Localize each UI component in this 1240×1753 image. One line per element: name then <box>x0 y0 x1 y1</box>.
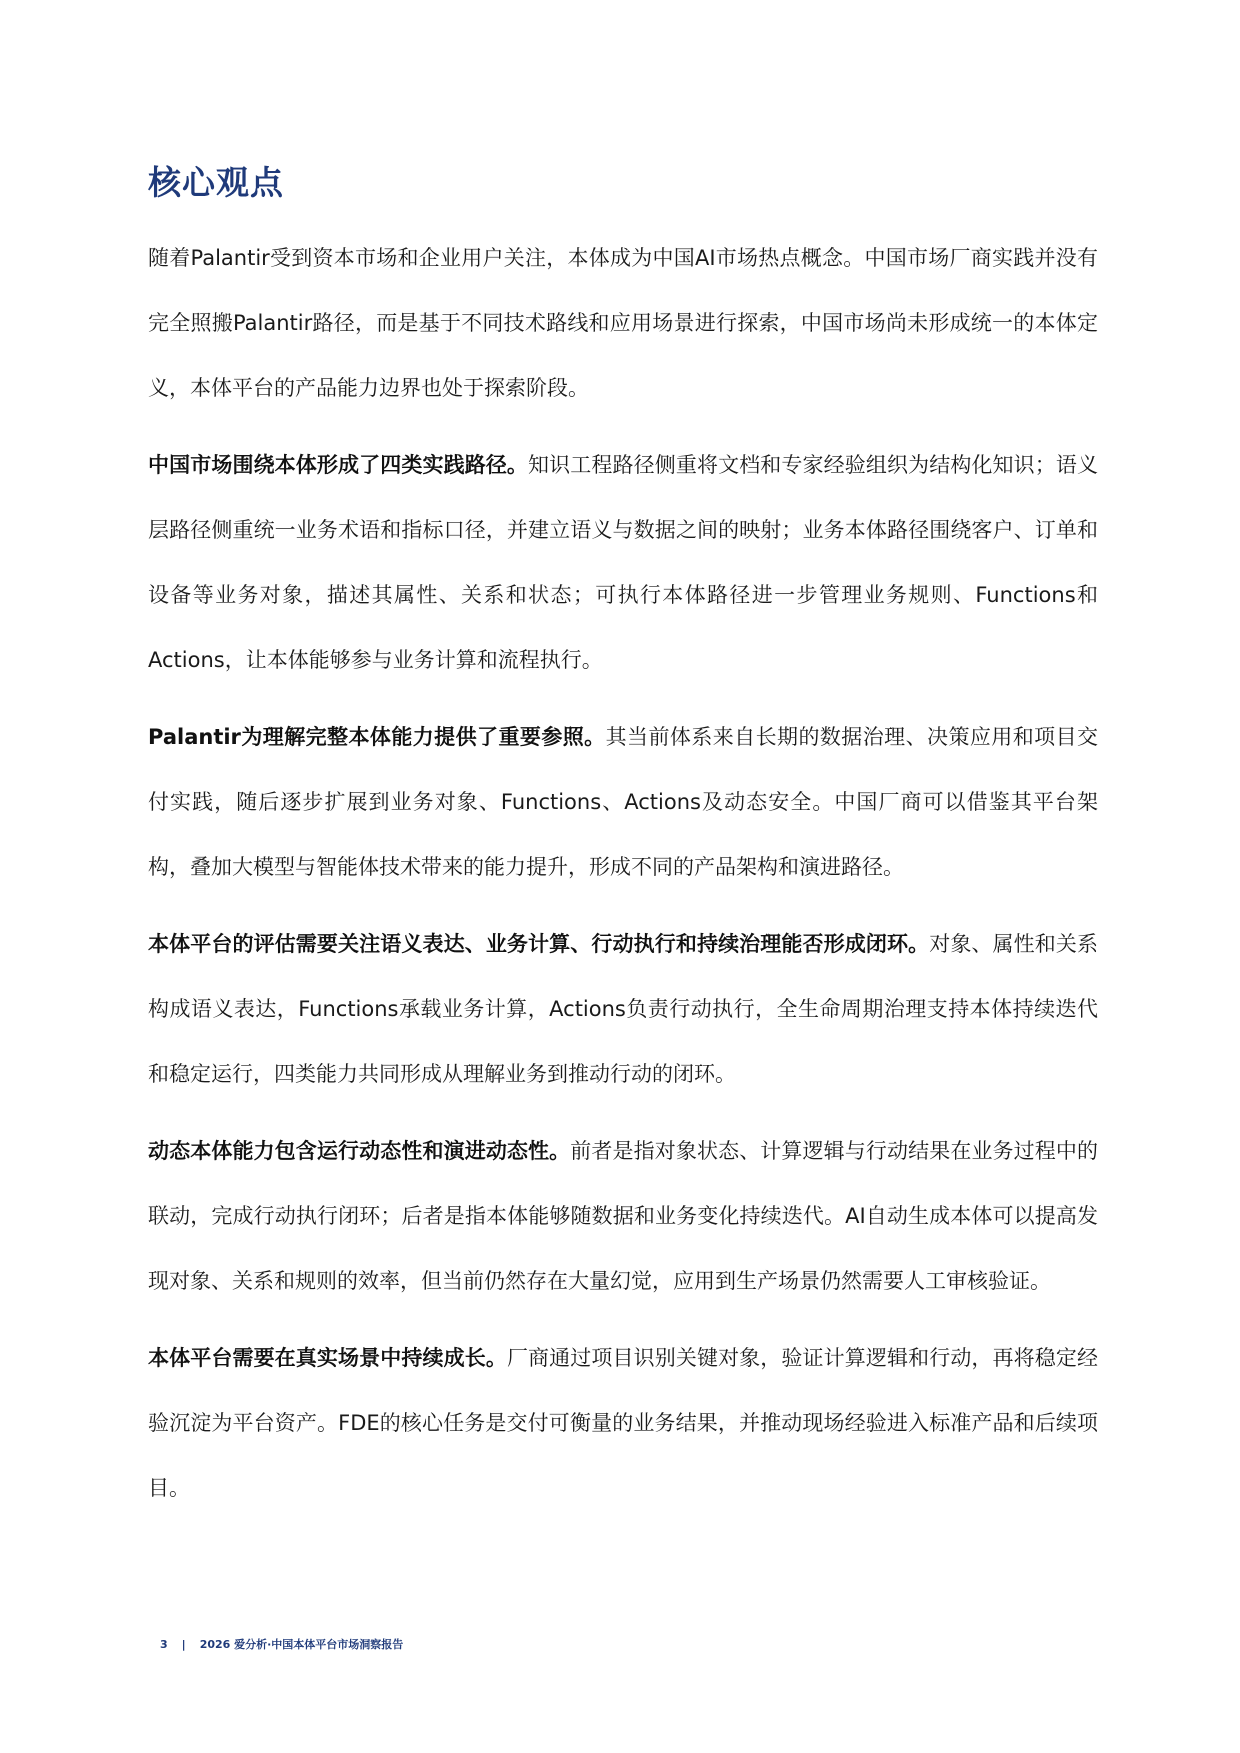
paragraph-lead: 动态本体能力包含运行动态性和演进动态性。 <box>148 1139 571 1163</box>
paragraph-lead: 中国市场围绕本体形成了四类实践路径。 <box>148 453 529 477</box>
paragraph-body: 前者是指对象状态、计算逻辑与行动结果在业务过程中的联动，完成行动执行闭环；后者是指本体能够随数据和业务变化持续迭代。AI自动生成本体可以提高发现对象、关系和规则的效率，但当前仍然存在大量幻觉，应用到生产场景仍然需要人工审核验证。 <box>148 1139 1099 1293</box>
paragraph-1 <box>148 226 1098 421</box>
paragraph-4 <box>148 912 1098 1107</box>
paragraph-body: 厂商通过项目识别关键对象，验证计算逻辑和行动，再将稳定经验沉淀为平台资产。FDE的核心任务是交付可衡量的业务结果，并推动现场经验进入标准产品和后续项目。 <box>148 1346 1099 1500</box>
footer-separator: | <box>181 1638 186 1651</box>
page-number: 3 <box>160 1638 168 1651</box>
page-footer <box>160 1636 403 1652</box>
paragraph-lead: 本体平台需要在真实场景中持续成长。 <box>148 1346 507 1370</box>
paragraph-body: 随着Palantir受到资本市场和企业用户关注，本体成为中国AI市场热点概念。中国市场厂商实践并没有完全照搬Palantir路径，而是基于不同技术路线和应用场景进行探索，中国市场尚未形成统一的本体定义，本体平台的产品能力边界也处于探索阶段。 <box>148 246 1098 400</box>
paragraph-body: 知识工程路径侧重将文档和专家经验组织为结构化知识；语义层路径侧重统一业务术语和指标口径，并建立语义与数据之间的映射；业务本体路径围绕客户、订单和设备等业务对象，描述其属性、关系和状态；可执行本体路径进一步管理业务规则、Functions和Actions，让本体能够参与业务计算和流程执行。 <box>148 453 1098 672</box>
paragraph-3 <box>148 705 1098 900</box>
paragraph-lead: 本体平台的评估需要关注语义表达、业务计算、行动执行和持续治理能否形成闭环。 <box>148 932 930 956</box>
paragraph-body: 其当前体系来自长期的数据治理、决策应用和项目交付实践，随后逐步扩展到业务对象、Functions、Actions及动态安全。中国厂商可以借鉴其平台架构，叠加大模型与智能体技术带来的能力提升，形成不同的产品架构和演进路径。 <box>148 725 1099 879</box>
paragraph-2 <box>148 433 1098 693</box>
paragraph-body: 对象、属性和关系构成语义表达，Functions承载业务计算，Actions负责行动执行，全生命周期治理支持本体持续迭代和稳定运行，四类能力共同形成从理解业务到推动行动的闭环。 <box>148 932 1098 1086</box>
report-name: 2026 爱分析·中国本体平台市场洞察报告 <box>199 1638 404 1651</box>
paragraph-lead: Palantir为理解完整本体能力提供了重要参照。 <box>148 725 606 749</box>
paragraph-5 <box>148 1119 1098 1314</box>
page-content <box>148 158 1098 1533</box>
page-title: 核心观点 <box>148 163 284 202</box>
paragraph-6 <box>148 1326 1098 1521</box>
